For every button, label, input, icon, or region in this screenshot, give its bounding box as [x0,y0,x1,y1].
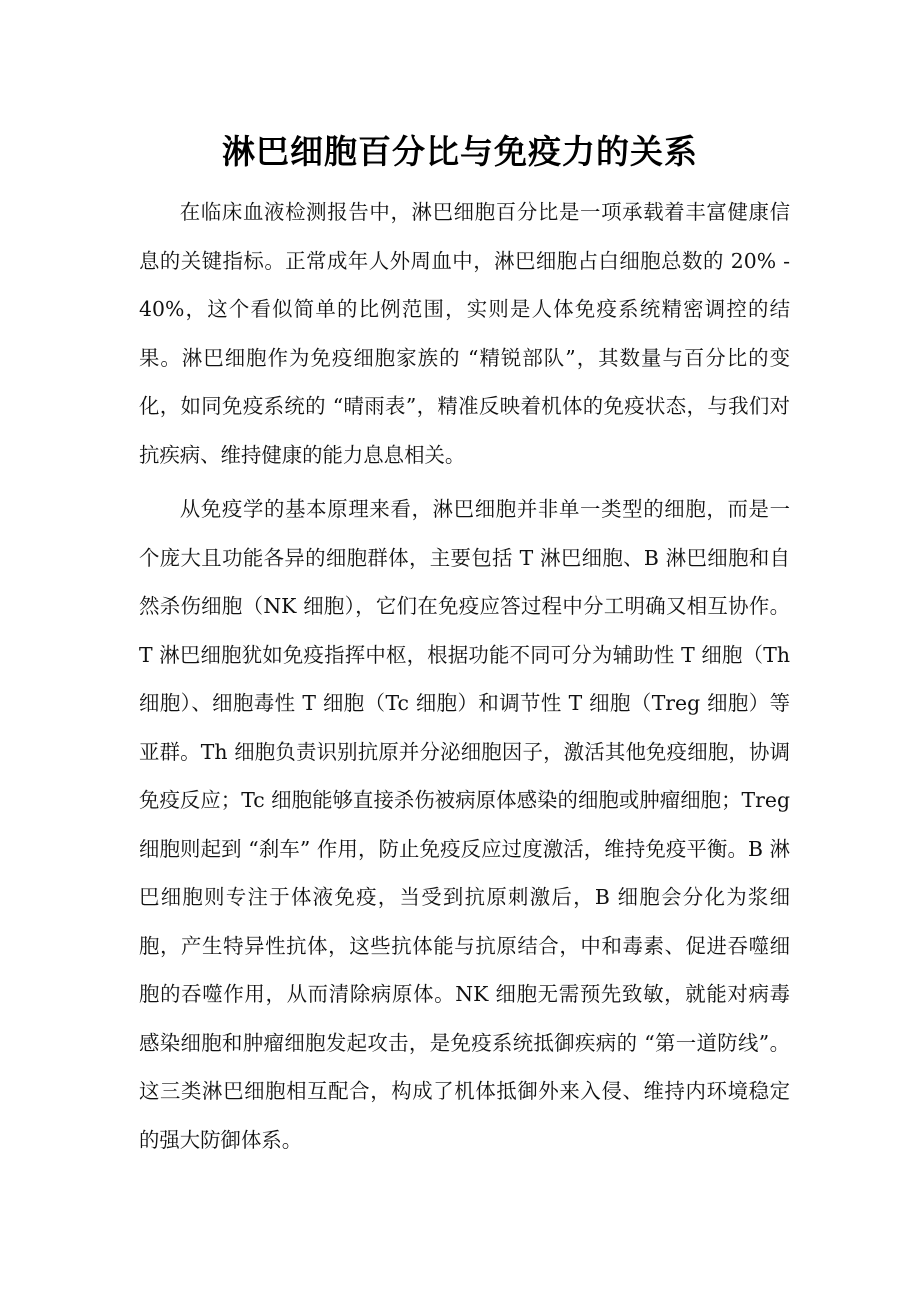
paragraph-lymphocyte-types: 从免疫学的基本原理来看，淋巴细胞并非单一类型的细胞，而是一个庞大且功能各异的细胞群体，主要包括 T 淋巴细胞、B 淋巴细胞和自然杀伤细胞（NK 细胞），它们在免疫应答过程中分工明确又相互协作。T 淋巴细胞犹如免疫指挥中枢，根据功能不同可分为辅助性 T 细胞（Th 细胞）、细胞毒性 T 细胞（Tc 细胞）和调节性 T 细胞（Treg 细胞）等亚群。Th 细胞负责识别抗原并分泌细胞因子，激活其他免疫细胞，协调免疫反应；Tc 细胞能够直接杀伤被病原体感染的细胞或肿瘤细胞；Treg 细胞则起到 “刹车” 作用，防止免疫反应过度激活，维持免疫平衡。B 淋巴细胞则专注于体液免疫，当受到抗原刺激后，B 细胞会分化为浆细胞，产生特异性抗体，这些抗体能与抗原结合，中和毒素、促进吞噬细胞的吞噬作用，从而清除病原体。NK 细胞无需预先致敏，就能对病毒感染细胞和肿瘤细胞发起攻击，是免疫系统抵御疾病的 “第一道防线”。这三类淋巴细胞相互配合，构成了机体抵御外来入侵、维持内环境稳定的强大防御体系。 [139,497,790,1152]
page-title: 淋巴细胞百分比与免疫力的关系 [222,132,698,171]
paragraph-intro: 在临床血液检测报告中，淋巴细胞百分比是一项承载着丰富健康信息的关键指标。正常成年人外周血中，淋巴细胞占白细胞总数的 20% - 40%，这个看似简单的比例范围，实则是人体免疫系统精密调控的结果。淋巴细胞作为免疫细胞家族的 “精锐部队”，其数量与百分比的变化，如同免疫系统的 “晴雨表”，精准反映着机体的免疫状态，与我们对抗疾病、维持健康的能力息息相关。 [139,200,790,467]
document-body [139,188,790,1170]
